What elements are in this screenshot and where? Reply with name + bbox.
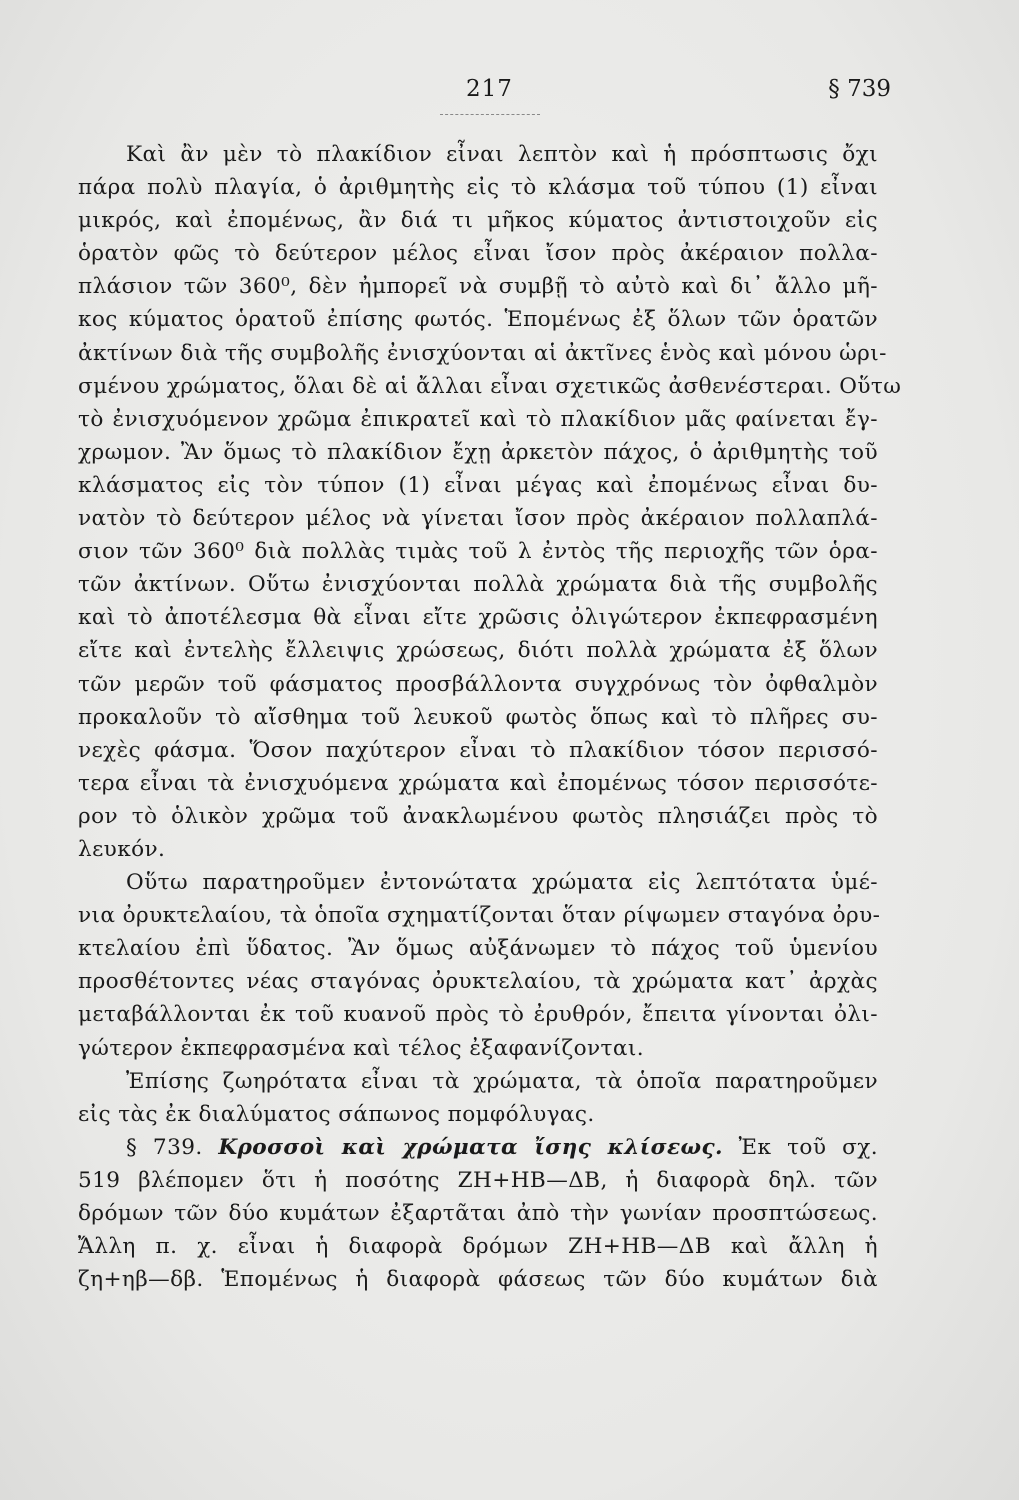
- text-line: νια ὀρυκτελαίου, τὰ ὁποῖα σχηματίζονται ὅταν ρίψωμεν σταγόνα ὀρυ-: [78, 903, 881, 929]
- text-line: τερα εἶναι τὰ ἐνισχυόμενα χρώματα καὶ ἐπομένως τόσον περισσότε-: [78, 770, 878, 796]
- page-number: 217: [466, 76, 513, 102]
- section-heading-line: [78, 1131, 878, 1164]
- text-line: χρωμον. Ἂν ὅμως τὸ πλακίδιον ἔχῃ ἀρκετὸν πάχος, ὁ ἀριθμητὴς τοῦ: [78, 439, 878, 465]
- text-line: Οὕτω παρατηροῦμεν ἐντονώτατα χρώματα εἰς λεπτότατα ὑμέ-: [126, 870, 878, 896]
- text-line: πλάσιον τῶν 360⁰, δὲν ἠμπορεῖ νὰ συμβῇ τὸ αὐτὸ καὶ δι᾽ ἄλλο μῆ-: [78, 274, 878, 300]
- text-line: νεχὲς φάσμα. Ὅσον παχύτερον εἶναι τὸ πλακίδιον τόσον περισσό-: [78, 737, 878, 763]
- text-line: τῶν μερῶν τοῦ φάσματος προσβάλλοντα συγχρόνως τὸν ὀφθαλμὸν: [78, 671, 878, 697]
- text-line: καὶ τὸ ἀποτέλεσμα θὰ εἶναι εἴτε χρῶσις ὀλιγώτερον ἐκπεφρασμένη: [78, 605, 878, 631]
- text-line: κλάσματος εἰς τὸν τύπον (1) εἶναι μέγας καὶ ἐπομένως εἶναι δυ-: [78, 472, 878, 498]
- text-line: τῶν ἀκτίνων. Οὕτω ἐνισχύονται πολλὰ χρώματα διὰ τῆς συμβολῆς: [78, 572, 878, 598]
- text-line: σιον τῶν 360⁰ διὰ πολλὰς τιμὰς τοῦ λ ἐντὸς τῆς περιοχῆς τῶν ὁρα-: [78, 539, 878, 565]
- text-line: σμένου χρώματος, ὅλαι δὲ αἱ ἄλλαι εἶναι σχετικῶς ἀσθενέστεραι. Οὕτω: [78, 373, 902, 399]
- section-title: Κροσσοὶ καὶ χρώματα ἴσης κλίσεως.: [218, 1134, 723, 1160]
- section-reference: § 739: [828, 76, 891, 102]
- header-rule: [440, 114, 540, 115]
- text-line: λευκόν.: [78, 836, 166, 862]
- text-line: Ἐπίσης ζωηρότατα εἶναι τὰ χρώματα, τὰ ὁποῖα παρατηροῦμεν: [126, 1068, 878, 1094]
- text-line: τὸ ἐνισχυόμενον χρῶμα ἐπικρατεῖ καὶ τὸ πλακίδιον μᾶς φαίνεται ἔγ-: [78, 406, 878, 432]
- text-line: ζη+ηβ—δβ. Ἑπομένως ἡ διαφορὰ φάσεως τῶν δύο κυμάτων διὰ: [78, 1267, 878, 1293]
- text-line: ἀκτίνων διὰ τῆς συμβολῆς ἐνισχύονται αἱ ἀκτῖνες ἑνὸς καὶ μόνου ὡρι-: [78, 340, 887, 366]
- text-line: προκαλοῦν τὸ αἴσθημα τοῦ λευκοῦ φωτὸς ὅπως καὶ τὸ πλῆρες συ-: [78, 704, 878, 730]
- section-first-line-rest: Ἐκ τοῦ σχ.: [738, 1134, 878, 1160]
- text-line: μικρός, καὶ ἐπομένως, ἂν διά τι μῆκος κύματος ἀντιστοιχοῦν εἰς: [78, 208, 878, 234]
- text-line: 519 βλέπομεν ὅτι ἡ ποσότης ΖΗ+ΗΒ—ΔΒ, ἡ διαφορὰ δηλ. τῶν: [78, 1167, 878, 1193]
- text-line: κος κύματος ὁρατοῦ ἐπίσης φωτός. Ἑπομένως ἐξ ὅλων τῶν ὁρατῶν: [78, 307, 878, 333]
- text-line: Καὶ ἂν μὲν τὸ πλακίδιον εἶναι λεπτὸν καὶ ἡ πρόσπτωσις ὄχι: [126, 142, 878, 167]
- text-line: Ἄλλη π. χ. εἶναι ἡ διαφορὰ δρόμων ΖΗ+ΗΒ—ΔΒ καὶ ἄλλη ἡ: [78, 1234, 878, 1260]
- text-line: ρον τὸ ὁλικὸν χρῶμα τοῦ ἀνακλωμένου φωτὸς πλησιάζει πρὸς τὸ: [78, 803, 878, 829]
- section-number: § 739.: [126, 1134, 203, 1160]
- text-line: ὁρατὸν φῶς τὸ δεύτερον μέλος εἶναι ἴσον πρὸς ἀκέραιον πολλα-: [78, 241, 878, 267]
- text-line: πάρα πολὺ πλαγία, ὁ ἀριθμητὴς εἰς τὸ κλάσμα τοῦ τύπου (1) εἶναι: [78, 175, 878, 201]
- body-text: [78, 138, 902, 1296]
- text-line: μεταβάλλονται ἐκ τοῦ κυανοῦ πρὸς τὸ ἐρυθρόν, ἔπειτα γίνονται ὀλι-: [78, 1002, 878, 1028]
- text-line: γώτερον ἐκπεφρασμένα καὶ τέλος ἐξαφανίζονται.: [78, 1035, 644, 1061]
- text-line: εἴτε καὶ ἐντελὴς ἔλλειψις χρώσεως, διότι πολλὰ χρώματα ἐξ ὅλων: [78, 638, 878, 664]
- text-line: κτελαίου ἐπὶ ὕδατος. Ἂν ὅμως αὐξάνωμεν τὸ πάχος τοῦ ὑμενίου: [78, 936, 878, 962]
- page-header: [90, 76, 891, 116]
- text-line: δρόμων τῶν δύο κυμάτων ἐξαρτᾶται ἀπὸ τὴν γωνίαν προσπτώσεως.: [78, 1201, 878, 1226]
- text-line: νατὸν τὸ δεύτερον μέλος νὰ γίνεται ἴσον πρὸς ἀκέραιον πολλαπλά-: [78, 506, 878, 532]
- text-line: προσθέτοντες νέας σταγόνας ὀρυκτελαίου, τὰ χρώματα κατ᾽ ἀρχὰς: [78, 969, 878, 995]
- text-line: εἰς τὰς ἐκ διαλύματος σάπωνος πομφόλυγας.: [78, 1101, 595, 1127]
